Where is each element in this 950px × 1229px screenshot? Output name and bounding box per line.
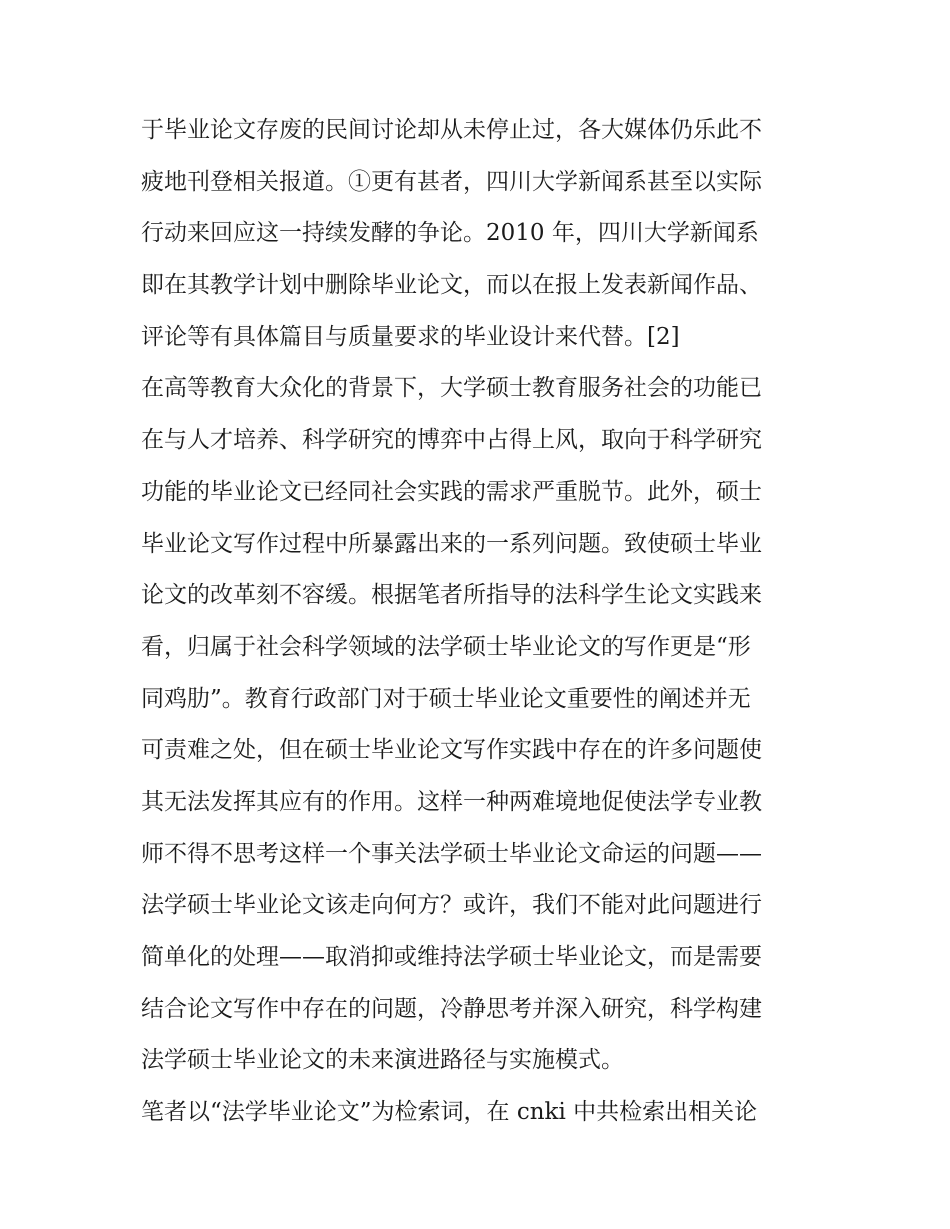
paragraph-1 [141, 105, 831, 363]
text-line: 即在其教学计划中删除毕业论文，而以在报上发表新闻作品、 [141, 272, 762, 299]
text-line: 毕业论文写作过程中所暴露出来的一系列问题。致使硕士毕业 [141, 530, 762, 557]
text-line: 在与人才培养、科学研究的博弈中占得上风，取向于科学研究 [141, 427, 762, 454]
text-line: 行动来回应这一持续发酵的争论。2010 年，四川大学新闻系 [141, 220, 759, 247]
text-line: 法学硕士毕业论文该走向何方？或许，我们不能对此问题进行 [141, 892, 762, 919]
text-line: 可责难之处，但在硕士毕业论文写作实践中存在的许多问题使 [141, 737, 762, 764]
text-line: 笔者以“法学毕业论文”为检索词，在 cnki 中共检索出相关论 [141, 1099, 758, 1126]
paragraph-3 [141, 1087, 831, 1139]
text-line: 评论等有具体篇目与质量要求的毕业设计来代替。[2] [141, 323, 680, 350]
text-line: 论文的改革刻不容缓。根据笔者所指导的法科学生论文实践来 [141, 582, 762, 609]
text-line: 结合论文写作中存在的问题，冷静思考并深入研究，科学构建 [141, 995, 762, 1022]
paragraph-2 [141, 363, 831, 1087]
text-line: 同鸡肋”。教育行政部门对于硕士毕业论文重要性的阐述并无 [141, 685, 751, 712]
text-line: 疲地刊登相关报道。①更有甚者，四川大学新闻系甚至以实际 [141, 168, 762, 195]
text-line: 师不得不思考这样一个事关法学硕士毕业论文命运的问题—— [141, 840, 762, 867]
text-line: 在高等教育大众化的背景下，大学硕士教育服务社会的功能已 [141, 375, 762, 402]
document-body [141, 105, 831, 1139]
text-line: 简单化的处理——取消抑或维持法学硕士毕业论文，而是需要 [141, 944, 762, 970]
text-line: 其无法发挥其应有的作用。这样一种两难境地促使法学专业教 [141, 788, 762, 815]
text-line: 于毕业论文存废的民间讨论却从未停止过，各大媒体仍乐此不 [141, 117, 762, 143]
text-line: 功能的毕业论文已经同社会实践的需求严重脱节。此外，硕士 [141, 478, 762, 505]
text-line: 看，归属于社会科学领域的法学硕士毕业论文的写作更是“形 [141, 633, 751, 660]
text-line: 法学硕士毕业论文的未来演进路径与实施模式。 [141, 1047, 624, 1074]
